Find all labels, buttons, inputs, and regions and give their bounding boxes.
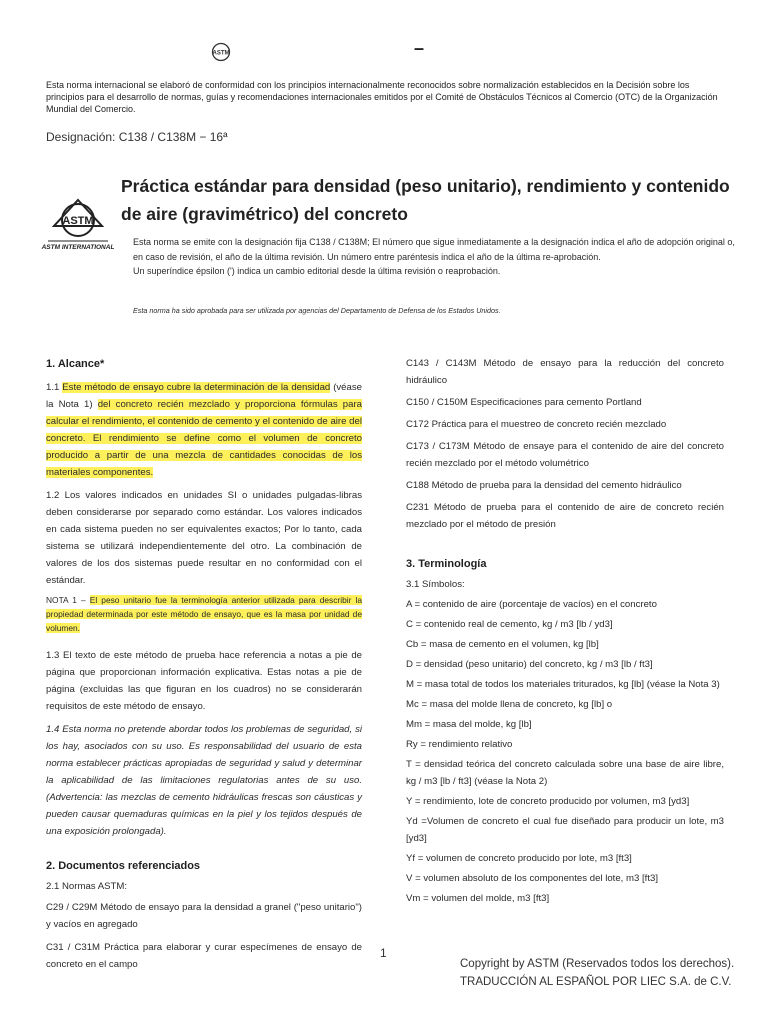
section-2-1: 2.1 Normas ASTM:	[46, 881, 128, 892]
section-1-2: 1.2 Los valores indicados en unidades SI o unidades pulgadas-libras deben considerarse por separado como estándar. Los valores indicados en cada sistema pueden no ser equivalentes exactos; Por lo tanto, cada sistema se utilizará independientemente del otro. La combinación de valores de los dos sistemas puede resultar en no conformidad con el estándar.	[46, 490, 362, 586]
symbol-M: M = masa total de todos los materiales triturados, kg [lb] (véase la Nota 3)	[406, 679, 720, 690]
section-1-1	[46, 379, 362, 481]
s11-highlight-c: del concreto recién mezclado y proporciona fórmulas para calcular el rendimiento, el contenido de cemento y el contenido de aire del concreto. El rendimiento se define como el volumen de concreto producido a partir de una mezcla de cantidades conocidas de los materiales componentes.	[46, 399, 362, 478]
s11-plain: (véase la Nota 1)	[46, 382, 362, 410]
symbol-D: D = densidad (peso unitario) del concreto, kg / m3 [lb / ft3]	[406, 659, 653, 670]
symbol-Yd: Yd =Volumen de concreto el cual fue diseñado para producir un lote, m3 [yd3]	[406, 816, 724, 844]
ref-c172: C172 Práctica para el muestreo de concreto recién mezclado	[406, 419, 667, 430]
page-number: 1	[380, 946, 387, 960]
logo-text: ASTM INTERNATIONAL	[41, 244, 115, 251]
note-1-label: NOTA 1 –	[46, 595, 90, 605]
svg-text:ASTM: ASTM	[62, 215, 94, 227]
symbol-Mc: Mc = masa del molde llena de concreto, kg [lb] o	[406, 699, 613, 710]
symbol-C: C = contenido real de cemento, kg / m3 [lb / yd3]	[406, 619, 613, 630]
symbol-A: A = contenido de aire (porcentaje de vacíos) en el concreto	[406, 599, 657, 610]
svg-text:ASTM: ASTM	[212, 50, 230, 57]
astm-international-logo-icon	[41, 196, 115, 254]
symbol-Cb: Cb = masa de cemento en el volumen, kg [lb]	[406, 639, 599, 650]
approval-note: Esta norma ha sido aprobada para ser utilizada por agencias del Departamento de Defensa de los Estados Unidos.	[133, 306, 501, 315]
header-dash: –	[414, 38, 425, 58]
symbol-Ry: Ry = rendimiento relativo	[406, 739, 513, 750]
section-heading-terminology: 3. Terminología	[406, 558, 487, 570]
title-line-2: de aire (gravimétrico) del concreto	[121, 204, 408, 224]
section-heading-references: 2. Documentos referenciados	[46, 860, 201, 872]
left-column	[46, 356, 362, 973]
copyright-line-1: Copyright by ASTM (Reservados todos los derechos).	[460, 958, 735, 970]
intro-paragraph-1: Esta norma se emite con la designación fija C138 / C138M; El número que sigue inmediatamente a la designación indica el año de adopción original o, en caso de revisión, el año de la última revisión. Un número entre paréntesis indica el año de la última re-aprobación.	[133, 237, 735, 262]
note-1	[46, 593, 362, 635]
copyright-line-2: TRADUCCIÓN AL ESPAÑOL POR LIEC S.A. de C.V.	[460, 976, 732, 988]
symbol-Y: Y = rendimiento, lote de concreto producido por volumen, m3 [yd3]	[406, 796, 690, 807]
intro-paragraph-2: Un superíndice épsilon (') indica un cambio editorial desde la última revisión o reaprobación.	[133, 266, 501, 276]
ref-c29: C29 / C29M Método de ensayo para la densidad a granel ("peso unitario") y vacíos en agregado	[46, 902, 362, 930]
s11-highlight-a: Este método de ensayo cubre la determinación de la densidad	[62, 382, 331, 393]
title-line-1: Práctica estándar para densidad (peso unitario), rendimiento y contenido	[121, 176, 730, 196]
ref-c31: C31 / C31M Práctica para elaborar y curar especímenes de ensayo de concreto en el campo	[46, 942, 362, 970]
symbol-Yf: Yf = volumen de concreto producido por lote, m3 [ft3]	[406, 853, 632, 864]
symbol-Mm: Mm = masa del molde, kg [lb]	[406, 719, 532, 730]
right-column	[406, 355, 724, 907]
ref-c150: C150 / C150M Especificaciones para cemento Portland	[406, 397, 642, 408]
section-3-1: 3.1 Símbolos:	[406, 579, 465, 590]
copyright	[460, 955, 734, 991]
page-title	[121, 172, 741, 228]
symbol-Vm: Vm = volumen del molde, m3 [ft3]	[406, 893, 550, 904]
note-1-text: El peso unitario fue la terminología anterior utilizada para describir la propiedad determinada por este método de ensayo, que es la masa por unidad de volumen.	[46, 595, 362, 633]
section-1-4: 1.4 Esta norma no pretende abordar todos los problemas de seguridad, si los hay, asociados con su uso. Es responsabilidad del usuario de esta norma establecer prácticas apropiadas de seguridad y salud y determinar la aplicabilidad de las limitaciones regulatorias antes de su uso. (Advertencia: las mezclas de cemento hidráulicas frescas son cáusticas y pueden causar quemaduras químicas en la piel y los tejidos después de una exposición prolongada).	[46, 724, 362, 837]
section-1-3: 1.3 El texto de este método de prueba hace referencia a notas a pie de página que proporcionan información explicativa. Estas notas a pie de página (excluidas las que figuran en los cuadros) no se considerarán requisitos de este método de ensayo.	[46, 650, 362, 712]
s11-number: 1.1	[46, 382, 63, 393]
symbol-T: T = densidad teórica del concreto calculada sobre una base de aire libre, kg / m3 [lb / ft3] (véase la Nota 2)	[406, 759, 724, 787]
section-heading-scope: 1. Alcance*	[46, 358, 105, 370]
ref-c188: C188 Método de prueba para la densidad del cemento hidráulico	[406, 480, 682, 491]
designation: Designación: C138 / C138M − 16ª	[46, 130, 228, 144]
ref-c231: C231 Método de prueba para el contenido de aire de concreto recién mezclado por el método de presión	[406, 502, 724, 530]
ref-c143: C143 / C143M Método de ensayo para la reducción del concreto hidráulico	[406, 358, 724, 386]
intro	[133, 235, 741, 279]
astm-logo-icon	[210, 42, 232, 62]
preamble: Esta norma internacional se elaboró de conformidad con los principios internacionalmente reconocidos sobre normalización establecidos en la Decisión sobre los principios para el desarrollo de normas, guías y recomendaciones internacionales emitidos por el Comité de Obstáculos Técnicos al Comercio (OTC) de la Organización Mundial del Comercio.	[46, 80, 718, 114]
symbol-V: V = volumen absoluto de los componentes del lote, m3 [ft3]	[406, 873, 658, 884]
ref-c173: C173 / C173M Método de ensaye para el contenido de aire del concreto recién mezclado por el método volumétrico	[406, 441, 724, 469]
